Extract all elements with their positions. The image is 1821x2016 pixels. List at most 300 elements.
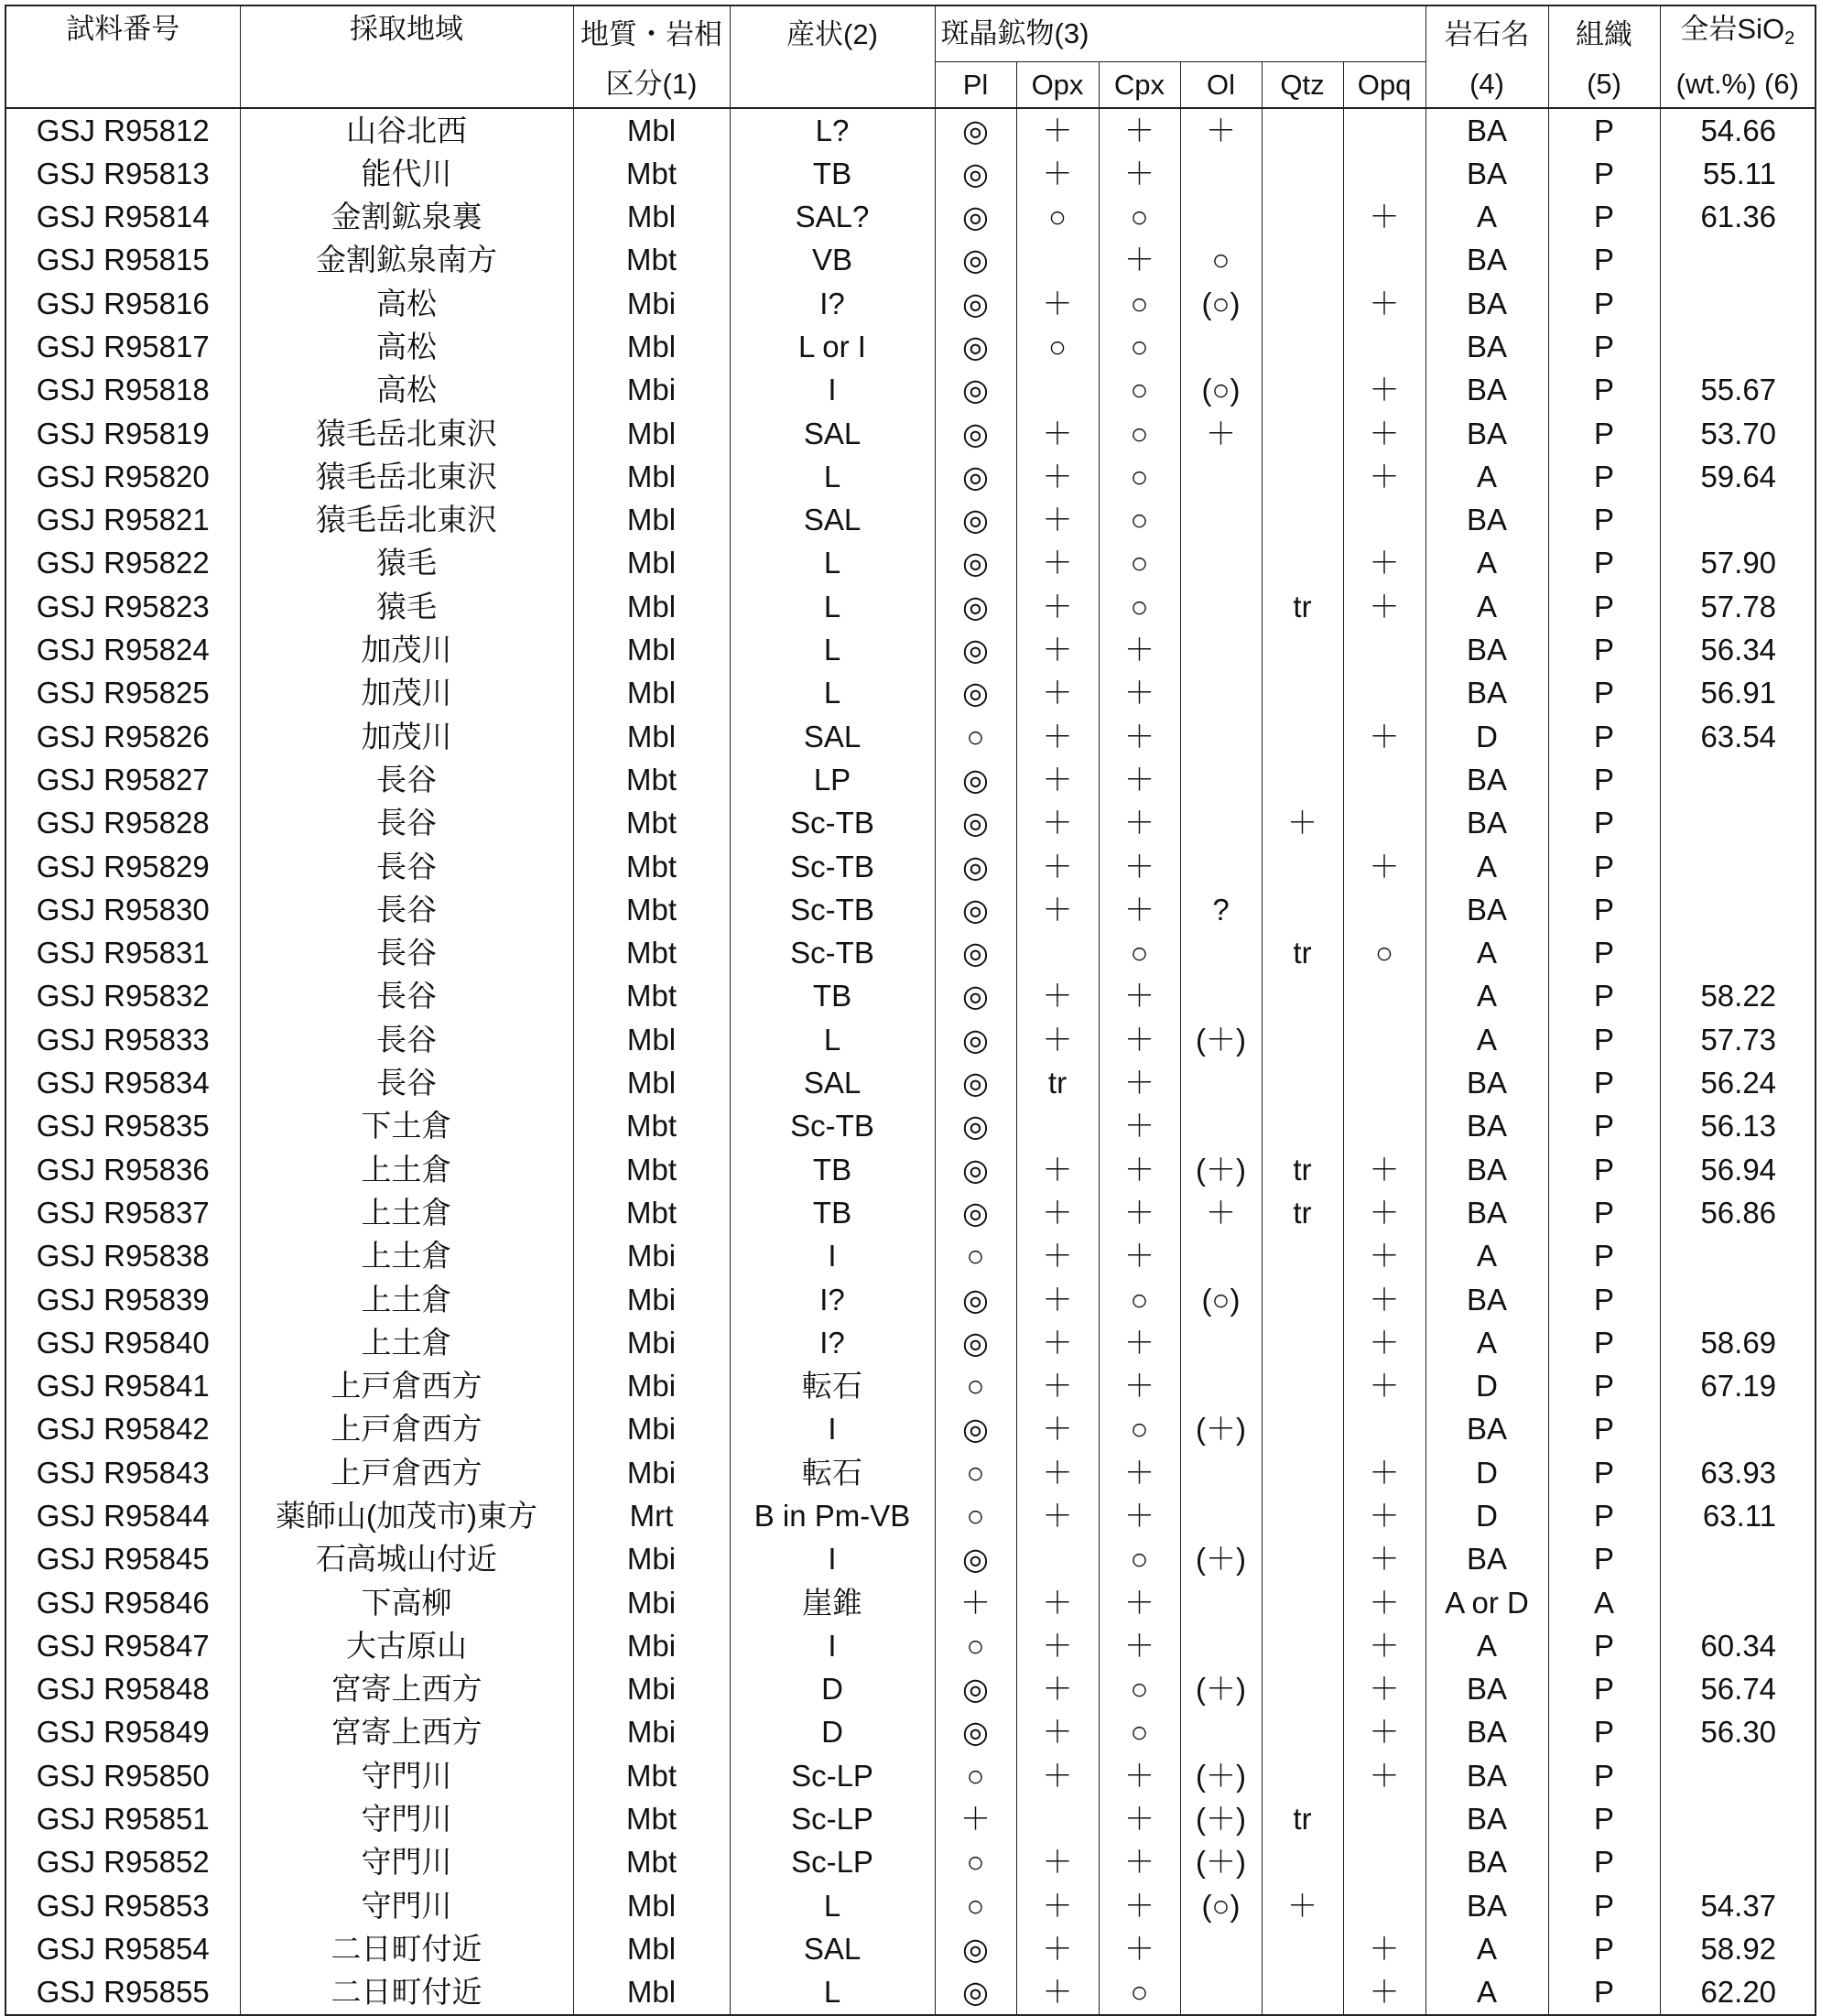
pl-mark: ◎ bbox=[935, 282, 1016, 325]
opx-mark bbox=[1016, 238, 1099, 281]
locality: 長谷 bbox=[240, 801, 573, 844]
occurrence: L bbox=[730, 628, 935, 671]
locality: 守門川 bbox=[240, 1884, 573, 1927]
occurrence: I bbox=[730, 1537, 935, 1580]
texture: A bbox=[1548, 1581, 1660, 1624]
pl-mark: ○ bbox=[935, 1234, 1016, 1277]
opq-mark bbox=[1343, 974, 1425, 1017]
ol-mark: (＋) bbox=[1180, 1148, 1262, 1191]
texture: P bbox=[1548, 585, 1660, 628]
table-row bbox=[5, 1061, 1816, 1104]
qtz-mark bbox=[1262, 1840, 1343, 1883]
opq-mark: ＋ bbox=[1343, 1667, 1425, 1710]
table-row bbox=[5, 1191, 1816, 1234]
opx-mark: ＋ bbox=[1016, 1278, 1099, 1321]
ol-mark: ＋ bbox=[1180, 412, 1262, 455]
header-sio2-subscript: 2 bbox=[1784, 28, 1795, 49]
texture: P bbox=[1548, 1018, 1660, 1061]
ol-mark bbox=[1180, 1494, 1262, 1537]
opx-mark: ＋ bbox=[1016, 1494, 1099, 1537]
sample-id: GSJ R95838 bbox=[5, 1234, 240, 1277]
sample-id: GSJ R95815 bbox=[5, 238, 240, 281]
locality: 上戸倉西方 bbox=[240, 1364, 573, 1407]
geology-unit: Mbt bbox=[573, 801, 730, 844]
occurrence: L bbox=[730, 1970, 935, 2014]
geology-unit: Mbt bbox=[573, 152, 730, 195]
pl-mark: ◎ bbox=[935, 671, 1016, 714]
table-row bbox=[5, 368, 1816, 411]
sample-id: GSJ R95845 bbox=[5, 1537, 240, 1580]
qtz-mark bbox=[1262, 1104, 1343, 1147]
occurrence: SAL bbox=[730, 1927, 935, 1970]
rock-name: BA bbox=[1425, 1840, 1548, 1883]
sio2-value: 56.30 bbox=[1660, 1710, 1816, 1753]
geology-unit: Mbl bbox=[573, 1061, 730, 1104]
opx-mark: ＋ bbox=[1016, 628, 1099, 671]
locality: 上土倉 bbox=[240, 1148, 573, 1191]
locality: 長谷 bbox=[240, 974, 573, 1017]
geology-unit: Mbi bbox=[573, 1581, 730, 1624]
ol-mark bbox=[1180, 801, 1262, 844]
table-row bbox=[5, 1667, 1816, 1710]
opx-mark: ＋ bbox=[1016, 1884, 1099, 1927]
opq-mark bbox=[1343, 1884, 1425, 1927]
texture: P bbox=[1548, 1321, 1660, 1364]
table-row bbox=[5, 1278, 1816, 1321]
texture: P bbox=[1548, 974, 1660, 1017]
sample-id: GSJ R95850 bbox=[5, 1754, 240, 1797]
texture: P bbox=[1548, 1754, 1660, 1797]
opx-mark bbox=[1016, 1797, 1099, 1840]
opq-mark: ＋ bbox=[1343, 1537, 1425, 1580]
rock-name: A bbox=[1425, 1624, 1548, 1667]
pl-mark: ○ bbox=[935, 715, 1016, 758]
sio2-value: 63.11 bbox=[1660, 1494, 1816, 1537]
cpx-mark: ＋ bbox=[1099, 758, 1180, 801]
pl-mark: ◎ bbox=[935, 888, 1016, 931]
qtz-mark bbox=[1262, 195, 1343, 238]
rock-name: BA bbox=[1425, 1104, 1548, 1147]
opq-mark: ＋ bbox=[1343, 1364, 1425, 1407]
pl-mark: ◎ bbox=[935, 325, 1016, 368]
sample-id: GSJ R95814 bbox=[5, 195, 240, 238]
locality: 長谷 bbox=[240, 931, 573, 974]
cpx-mark: ○ bbox=[1099, 1537, 1180, 1580]
table-row bbox=[5, 455, 1816, 498]
table-row bbox=[5, 845, 1816, 888]
table-row bbox=[5, 1148, 1816, 1191]
table-row bbox=[5, 541, 1816, 584]
geology-unit: Mbl bbox=[573, 1970, 730, 2014]
pl-mark: ○ bbox=[935, 1884, 1016, 1927]
occurrence: Sc-TB bbox=[730, 845, 935, 888]
cpx-mark: ＋ bbox=[1099, 1494, 1180, 1537]
locality: 二日町付近 bbox=[240, 1970, 573, 2014]
sio2-value bbox=[1660, 325, 1816, 368]
locality: 守門川 bbox=[240, 1840, 573, 1883]
occurrence: TB bbox=[730, 974, 935, 1017]
rock-name: BA bbox=[1425, 1797, 1548, 1840]
texture: P bbox=[1548, 1061, 1660, 1104]
locality: 上土倉 bbox=[240, 1278, 573, 1321]
ol-mark: (＋) bbox=[1180, 1407, 1262, 1450]
opq-mark: ＋ bbox=[1343, 1451, 1425, 1494]
ol-mark bbox=[1180, 758, 1262, 801]
sample-id: GSJ R95839 bbox=[5, 1278, 240, 1321]
locality: 加茂川 bbox=[240, 671, 573, 714]
sio2-value: 55.11 bbox=[1660, 152, 1816, 195]
cpx-mark: ○ bbox=[1099, 1667, 1180, 1710]
texture: P bbox=[1548, 1148, 1660, 1191]
rock-name: BA bbox=[1425, 1191, 1548, 1234]
locality: 上戸倉西方 bbox=[240, 1451, 573, 1494]
ol-mark: (○) bbox=[1180, 368, 1262, 411]
opx-mark: ＋ bbox=[1016, 1148, 1099, 1191]
cpx-mark: ＋ bbox=[1099, 888, 1180, 931]
opx-mark: ＋ bbox=[1016, 1407, 1099, 1450]
qtz-mark bbox=[1262, 628, 1343, 671]
geology-unit: Mbl bbox=[573, 628, 730, 671]
locality: 二日町付近 bbox=[240, 1927, 573, 1970]
sample-id: GSJ R95825 bbox=[5, 671, 240, 714]
opq-mark: ＋ bbox=[1343, 195, 1425, 238]
sample-id: GSJ R95847 bbox=[5, 1624, 240, 1667]
geology-unit: Mbt bbox=[573, 238, 730, 281]
table-row bbox=[5, 1754, 1816, 1797]
header-occurrence-cont bbox=[730, 61, 935, 108]
cpx-mark: ○ bbox=[1099, 931, 1180, 974]
opq-mark: ＋ bbox=[1343, 1321, 1425, 1364]
table-row bbox=[5, 974, 1816, 1017]
cpx-mark: ＋ bbox=[1099, 1840, 1180, 1883]
rock-name: A bbox=[1425, 541, 1548, 584]
rock-name: BA bbox=[1425, 108, 1548, 152]
geology-unit: Mbi bbox=[573, 1407, 730, 1450]
qtz-mark bbox=[1262, 152, 1343, 195]
opx-mark: ＋ bbox=[1016, 1191, 1099, 1234]
locality: 山谷北西 bbox=[240, 108, 573, 152]
occurrence: LP bbox=[730, 758, 935, 801]
geology-unit: Mbi bbox=[573, 1710, 730, 1753]
geology-unit: Mbt bbox=[573, 1191, 730, 1234]
opx-mark: ＋ bbox=[1016, 758, 1099, 801]
geology-unit: Mbt bbox=[573, 888, 730, 931]
qtz-mark bbox=[1262, 1018, 1343, 1061]
opq-mark bbox=[1343, 888, 1425, 931]
qtz-mark bbox=[1262, 455, 1343, 498]
texture: P bbox=[1548, 1451, 1660, 1494]
opq-mark: ＋ bbox=[1343, 541, 1425, 584]
sio2-value: 56.74 bbox=[1660, 1667, 1816, 1710]
opq-mark bbox=[1343, 1407, 1425, 1450]
ol-mark bbox=[1180, 541, 1262, 584]
sample-id: GSJ R95841 bbox=[5, 1364, 240, 1407]
cpx-mark: ＋ bbox=[1099, 1581, 1180, 1624]
table-row bbox=[5, 1797, 1816, 1840]
ol-mark bbox=[1180, 325, 1262, 368]
occurrence: Sc-TB bbox=[730, 1104, 935, 1147]
opq-mark: ＋ bbox=[1343, 455, 1425, 498]
qtz-mark bbox=[1262, 1407, 1343, 1450]
qtz-mark bbox=[1262, 368, 1343, 411]
locality: 守門川 bbox=[240, 1797, 573, 1840]
qtz-mark: tr bbox=[1262, 1148, 1343, 1191]
ol-mark: (＋) bbox=[1180, 1667, 1262, 1710]
cpx-mark: ＋ bbox=[1099, 238, 1180, 281]
opq-mark: ＋ bbox=[1343, 368, 1425, 411]
opx-mark: ＋ bbox=[1016, 152, 1099, 195]
pl-mark: ◎ bbox=[935, 195, 1016, 238]
opx-mark: ＋ bbox=[1016, 1840, 1099, 1883]
locality: 上土倉 bbox=[240, 1191, 573, 1234]
pl-mark: ◎ bbox=[935, 1710, 1016, 1753]
cpx-mark: ＋ bbox=[1099, 1234, 1180, 1277]
cpx-mark: ＋ bbox=[1099, 1061, 1180, 1104]
opq-mark bbox=[1343, 498, 1425, 541]
table-row bbox=[5, 585, 1816, 628]
ol-mark bbox=[1180, 715, 1262, 758]
pl-mark: ◎ bbox=[935, 1321, 1016, 1364]
ol-mark bbox=[1180, 1624, 1262, 1667]
geology-unit: Mbt bbox=[573, 1754, 730, 1797]
geology-unit: Mbt bbox=[573, 1797, 730, 1840]
texture: P bbox=[1548, 541, 1660, 584]
qtz-mark bbox=[1262, 1927, 1343, 1970]
table-row bbox=[5, 1710, 1816, 1753]
qtz-mark: tr bbox=[1262, 931, 1343, 974]
qtz-mark bbox=[1262, 108, 1343, 152]
occurrence: L bbox=[730, 585, 935, 628]
opq-mark bbox=[1343, 671, 1425, 714]
texture: P bbox=[1548, 715, 1660, 758]
table-row bbox=[5, 152, 1816, 195]
sio2-value bbox=[1660, 1840, 1816, 1883]
opx-mark: ＋ bbox=[1016, 541, 1099, 584]
ol-mark bbox=[1180, 195, 1262, 238]
sio2-value bbox=[1660, 1581, 1816, 1624]
qtz-mark bbox=[1262, 1364, 1343, 1407]
table-row bbox=[5, 888, 1816, 931]
texture: P bbox=[1548, 931, 1660, 974]
pl-mark: ◎ bbox=[935, 974, 1016, 1017]
opx-mark: ＋ bbox=[1016, 845, 1099, 888]
texture: P bbox=[1548, 1927, 1660, 1970]
opx-mark bbox=[1016, 368, 1099, 411]
locality: 高松 bbox=[240, 368, 573, 411]
ol-mark bbox=[1180, 1104, 1262, 1147]
sio2-value bbox=[1660, 1754, 1816, 1797]
qtz-mark: ＋ bbox=[1262, 801, 1343, 844]
rock-name: BA bbox=[1425, 1278, 1548, 1321]
opq-mark: ＋ bbox=[1343, 845, 1425, 888]
sio2-value bbox=[1660, 931, 1816, 974]
sio2-value bbox=[1660, 1407, 1816, 1450]
opx-mark: ＋ bbox=[1016, 1624, 1099, 1667]
locality: 能代川 bbox=[240, 152, 573, 195]
sio2-value bbox=[1660, 1234, 1816, 1277]
occurrence: Sc-TB bbox=[730, 801, 935, 844]
sio2-value: 61.36 bbox=[1660, 195, 1816, 238]
header-locality: 採取地域 bbox=[240, 5, 573, 108]
rock-name: A bbox=[1425, 1970, 1548, 2014]
opx-mark bbox=[1016, 1104, 1099, 1147]
opx-mark: ＋ bbox=[1016, 1667, 1099, 1710]
cpx-mark: ＋ bbox=[1099, 1104, 1180, 1147]
header-sio2 bbox=[1660, 5, 1816, 61]
sio2-value bbox=[1660, 845, 1816, 888]
sio2-value: 56.34 bbox=[1660, 628, 1816, 671]
texture: P bbox=[1548, 1884, 1660, 1927]
sample-id: GSJ R95824 bbox=[5, 628, 240, 671]
opx-mark: ○ bbox=[1016, 325, 1099, 368]
texture: P bbox=[1548, 1191, 1660, 1234]
geology-unit: Mbi bbox=[573, 1624, 730, 1667]
table-row bbox=[5, 1234, 1816, 1277]
locality: 加茂川 bbox=[240, 715, 573, 758]
ol-mark bbox=[1180, 1451, 1262, 1494]
geology-unit: Mbl bbox=[573, 715, 730, 758]
sample-id: GSJ R95832 bbox=[5, 974, 240, 1017]
qtz-mark bbox=[1262, 1710, 1343, 1753]
opx-mark: ＋ bbox=[1016, 455, 1099, 498]
geology-unit: Mbl bbox=[573, 1018, 730, 1061]
opq-mark bbox=[1343, 801, 1425, 844]
cpx-mark: ○ bbox=[1099, 1278, 1180, 1321]
cpx-mark: ○ bbox=[1099, 325, 1180, 368]
pl-mark: ◎ bbox=[935, 455, 1016, 498]
sio2-value: 67.19 bbox=[1660, 1364, 1816, 1407]
header-geology-note: 区分(1) bbox=[573, 61, 730, 108]
pl-mark: ◎ bbox=[935, 152, 1016, 195]
occurrence: L bbox=[730, 1884, 935, 1927]
rock-name: BA bbox=[1425, 368, 1548, 411]
occurrence: D bbox=[730, 1667, 935, 1710]
opx-mark: ○ bbox=[1016, 195, 1099, 238]
pl-mark: ◎ bbox=[935, 1191, 1016, 1234]
opq-mark: ＋ bbox=[1343, 1278, 1425, 1321]
qtz-mark bbox=[1262, 888, 1343, 931]
sample-id: GSJ R95822 bbox=[5, 541, 240, 584]
locality: 猿毛 bbox=[240, 585, 573, 628]
geology-unit: Mbi bbox=[573, 1451, 730, 1494]
ol-mark: ? bbox=[1180, 888, 1262, 931]
ol-mark bbox=[1180, 1710, 1262, 1753]
occurrence: SAL bbox=[730, 1061, 935, 1104]
table-row bbox=[5, 1840, 1816, 1883]
geology-unit: Mbi bbox=[573, 1667, 730, 1710]
occurrence: I? bbox=[730, 1278, 935, 1321]
cpx-mark: ＋ bbox=[1099, 152, 1180, 195]
pl-mark: ◎ bbox=[935, 498, 1016, 541]
geology-unit: Mbl bbox=[573, 325, 730, 368]
occurrence: L bbox=[730, 1018, 935, 1061]
header-opq: Opq bbox=[1343, 61, 1425, 108]
opx-mark: ＋ bbox=[1016, 671, 1099, 714]
sio2-value: 53.70 bbox=[1660, 412, 1816, 455]
geology-unit: Mbt bbox=[573, 1104, 730, 1147]
table-row bbox=[5, 1321, 1816, 1364]
qtz-mark bbox=[1262, 1537, 1343, 1580]
geology-unit: Mbt bbox=[573, 931, 730, 974]
table-row bbox=[5, 1927, 1816, 1970]
rock-name: A or D bbox=[1425, 1581, 1548, 1624]
table-row bbox=[5, 715, 1816, 758]
opx-mark: ＋ bbox=[1016, 412, 1099, 455]
pl-mark: ◎ bbox=[935, 238, 1016, 281]
opx-mark: ＋ bbox=[1016, 1927, 1099, 1970]
qtz-mark bbox=[1262, 282, 1343, 325]
cpx-mark: ＋ bbox=[1099, 1451, 1180, 1494]
sio2-value bbox=[1660, 1278, 1816, 1321]
qtz-mark bbox=[1262, 1321, 1343, 1364]
texture: P bbox=[1548, 628, 1660, 671]
opq-mark bbox=[1343, 325, 1425, 368]
cpx-mark: ○ bbox=[1099, 541, 1180, 584]
sample-id: GSJ R95817 bbox=[5, 325, 240, 368]
cpx-mark: ○ bbox=[1099, 412, 1180, 455]
texture: P bbox=[1548, 1797, 1660, 1840]
opq-mark bbox=[1343, 628, 1425, 671]
texture: P bbox=[1548, 1364, 1660, 1407]
ol-mark bbox=[1180, 1581, 1262, 1624]
cpx-mark: ○ bbox=[1099, 498, 1180, 541]
geology-unit: Mbi bbox=[573, 368, 730, 411]
sio2-value bbox=[1660, 801, 1816, 844]
cpx-mark: ＋ bbox=[1099, 845, 1180, 888]
texture: P bbox=[1548, 498, 1660, 541]
sio2-value: 56.13 bbox=[1660, 1104, 1816, 1147]
texture: P bbox=[1548, 671, 1660, 714]
opx-mark: ＋ bbox=[1016, 498, 1099, 541]
occurrence: L bbox=[730, 541, 935, 584]
cpx-mark: ○ bbox=[1099, 1407, 1180, 1450]
cpx-mark: ＋ bbox=[1099, 1624, 1180, 1667]
sample-id: GSJ R95827 bbox=[5, 758, 240, 801]
opq-mark: ＋ bbox=[1343, 585, 1425, 628]
sample-id: GSJ R95851 bbox=[5, 1797, 240, 1840]
sample-id: GSJ R95849 bbox=[5, 1710, 240, 1753]
rock-name: D bbox=[1425, 1451, 1548, 1494]
opx-mark: ＋ bbox=[1016, 1018, 1099, 1061]
occurrence: Sc-LP bbox=[730, 1754, 935, 1797]
rock-name: BA bbox=[1425, 498, 1548, 541]
sample-id: GSJ R95835 bbox=[5, 1104, 240, 1147]
locality: 長谷 bbox=[240, 758, 573, 801]
pl-mark: ◎ bbox=[935, 801, 1016, 844]
occurrence: L or I bbox=[730, 325, 935, 368]
locality: 上土倉 bbox=[240, 1321, 573, 1364]
pl-mark: ◎ bbox=[935, 1970, 1016, 2014]
locality: 大古原山 bbox=[240, 1624, 573, 1667]
sample-id: GSJ R95820 bbox=[5, 455, 240, 498]
geology-unit: Mbi bbox=[573, 1278, 730, 1321]
texture: P bbox=[1548, 1624, 1660, 1667]
ol-mark: ＋ bbox=[1180, 108, 1262, 152]
sio2-value: 56.86 bbox=[1660, 1191, 1816, 1234]
rock-name: BA bbox=[1425, 1710, 1548, 1753]
ol-mark bbox=[1180, 585, 1262, 628]
cpx-mark: ＋ bbox=[1099, 1884, 1180, 1927]
rock-name: BA bbox=[1425, 282, 1548, 325]
header-qtz: Qtz bbox=[1262, 61, 1343, 108]
occurrence: 転石 bbox=[730, 1451, 935, 1494]
texture: P bbox=[1548, 1234, 1660, 1277]
pl-mark: ◎ bbox=[935, 758, 1016, 801]
qtz-mark bbox=[1262, 1667, 1343, 1710]
opx-mark bbox=[1016, 931, 1099, 974]
header-texture: 組織 bbox=[1548, 5, 1660, 61]
opx-mark: ＋ bbox=[1016, 974, 1099, 1017]
